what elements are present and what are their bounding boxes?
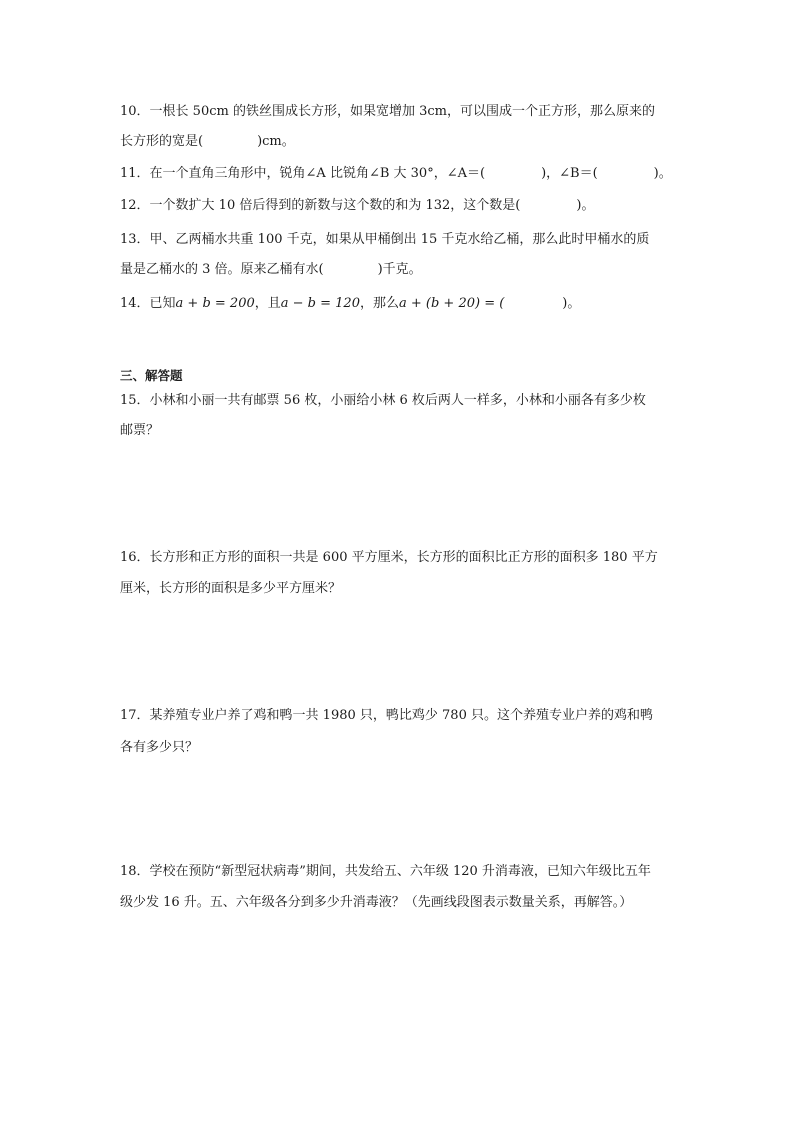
q15-line1: 15．小林和小丽一共有邮票 56 枚，小丽给小林 6 枚后两人一样多，小林和小丽各有多少枚 (120, 393, 646, 408)
q10-line1: 10．一根长 50cm 的铁丝围成长方形，如果宽增加 3cm，可以围成一个正方形，那么原来的 (120, 104, 655, 119)
q11-text-b: )，∠B＝( (541, 166, 598, 181)
q14-prefix: 14．已知 (120, 296, 176, 311)
q11-line (120, 164, 672, 184)
q10-text-b: )cm。 (257, 134, 295, 149)
q17-line2: 各有多少只？ (120, 740, 199, 755)
q14-mid-1: ，且 (254, 296, 281, 311)
q14-mid-2: ，那么 (359, 296, 399, 311)
q11-text-c: )。 (653, 166, 672, 181)
q14-expression: a + (b + 20) = ( (398, 296, 505, 311)
q10-line2 (120, 132, 295, 152)
q13-line1: 13．甲、乙两桶水共重 100 千克，如果从甲桶倒出 15 千克水给乙桶，那么此时甲桶水的质 (120, 232, 650, 247)
q11-text-a: 11．在一个直角三角形中，锐角∠A 比锐角∠B 大 30°，∠A＝( (120, 166, 486, 181)
q14-condition-2: a − b = 120 (280, 296, 360, 311)
q18-line1: 18．学校在预防“新型冠状病毒”期间，共发给五、六年级 120 升消毒液，已知六年级比五年 (120, 864, 651, 879)
q15-line2: 邮票？ (120, 423, 160, 438)
q16-line1: 16．长方形和正方形的面积一共是 600 平方厘米，长方形的面积比正方形的面积多 180 平方 (120, 550, 658, 565)
q13-line2 (120, 260, 422, 280)
q13-text-a: 量是乙桶水的 3 倍。原来乙桶有水( (120, 262, 324, 277)
q12-text-b: )。 (576, 198, 595, 213)
q16-line2: 厘米，长方形的面积是多少平方厘米？ (120, 581, 342, 596)
q12-line (120, 196, 594, 216)
q14-line (120, 294, 580, 314)
q14-condition-1: a + b = 200 (175, 296, 255, 311)
q18-line2: 级少发 16 升。五、六年级各分到多少升消毒液？（先画线段图表示数量关系，再解答。） (120, 895, 633, 910)
q10-text-a: 长方形的宽是( (120, 134, 204, 149)
q13-text-b: )千克。 (377, 262, 422, 277)
q12-text-a: 12．一个数扩大 10 倍后得到的新数与这个数的和为 132，这个数是( (120, 198, 521, 213)
section-3-title: 三、解答题 (120, 368, 183, 383)
q17-line1: 17．某养殖专业户养了鸡和鸭一共 1980 只，鸭比鸡少 780 只。这个养殖专业户养的鸡和鸭 (120, 708, 653, 723)
q14-suffix: )。 (562, 296, 581, 311)
